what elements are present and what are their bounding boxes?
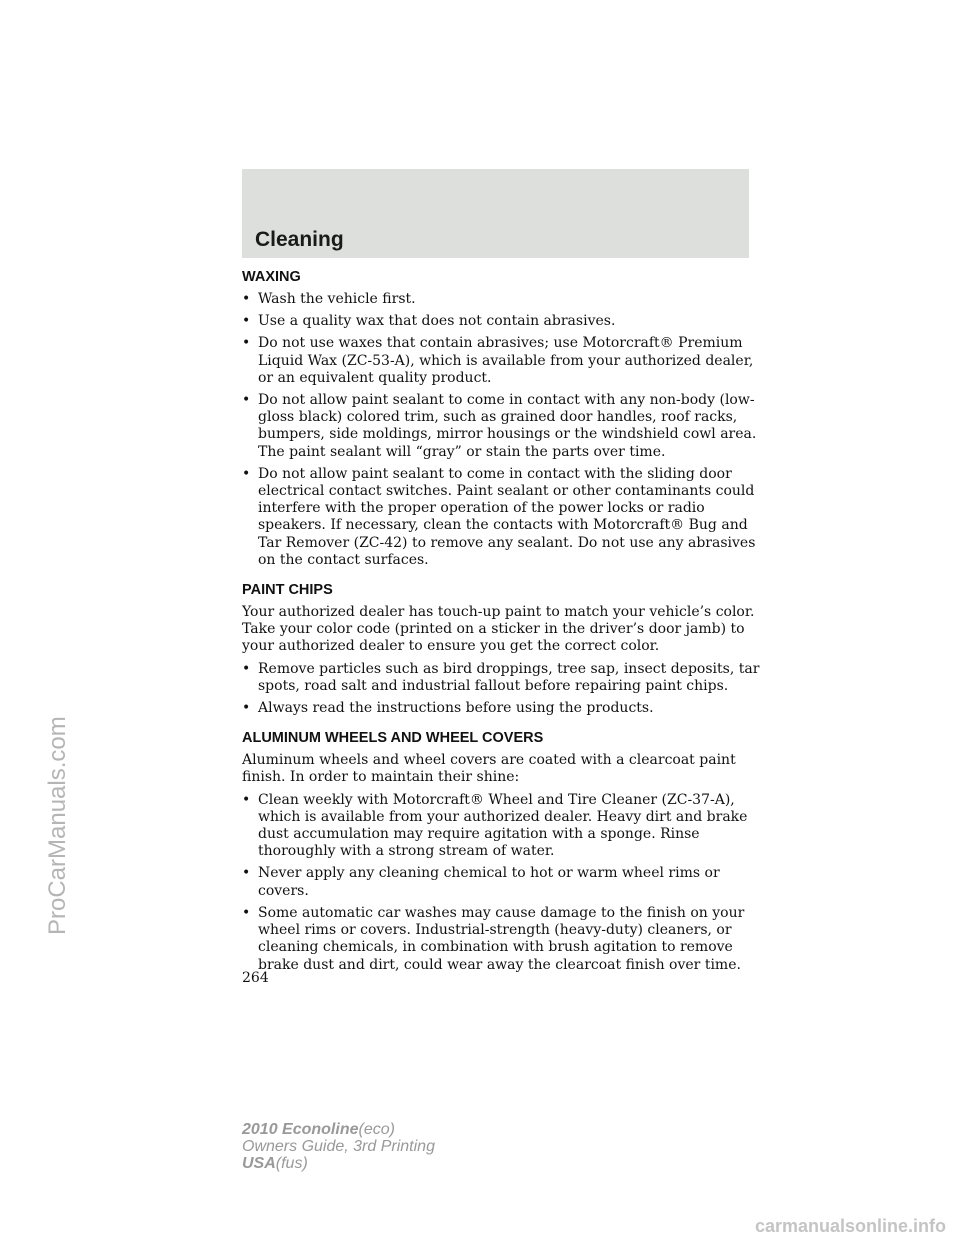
heading-paint-chips: PAINT CHIPS <box>242 582 333 599</box>
list-item-text: Some automatic car washes may cause damage to the finish on your wheel rims or covers. Industrial-strength (heavy-duty) cleaners, or cleaning chemicals, in combination with brush agitation to remove brake dust and dirt, could wear away the clearcoat finish over time. <box>258 904 745 973</box>
footer-model: 2010 Econoline <box>242 1121 359 1138</box>
footer-model-code: (eco) <box>358 1121 395 1138</box>
document-footer <box>242 1121 435 1172</box>
section-title: Cleaning <box>255 228 344 251</box>
bullet-icon: • <box>242 904 251 921</box>
bullet-icon: • <box>242 700 251 717</box>
footer-market: USA <box>242 1155 276 1172</box>
page-number: 264 <box>242 970 269 986</box>
paint-chips-list <box>242 661 762 718</box>
bullet-icon: • <box>242 291 251 307</box>
list-item <box>242 466 762 569</box>
heading-waxing: WAXING <box>242 269 301 285</box>
bullet-icon: • <box>242 335 251 352</box>
list-item-text: Always read the instructions before using the products. <box>258 700 654 717</box>
aluminum-wheels-list <box>242 792 762 974</box>
list-item <box>242 865 762 899</box>
bullet-icon: • <box>242 791 251 808</box>
section-header-band <box>242 169 749 258</box>
list-item <box>242 335 762 387</box>
list-item-text: Wash the vehicle first. <box>258 291 416 307</box>
list-item <box>242 313 762 330</box>
footer-line-3 <box>242 1155 435 1172</box>
bullet-icon: • <box>242 865 251 882</box>
page-content <box>242 268 762 979</box>
footer-line-2: Owners Guide, 3rd Printing <box>242 1138 435 1155</box>
list-item <box>242 661 762 695</box>
list-item-text: Clean weekly with Motorcraft® Wheel and Tire Cleaner (ZC-37-A), which is available from your authorized dealer. Heavy dirt and brake dust accumulation may require agitation with a sponge. Rinse thoroughly with a strong stream of water. <box>258 791 748 860</box>
list-item-text: Remove particles such as bird droppings, tree sap, insect deposits, tar spots, road salt and industrial fallout before repairing paint chips. <box>258 660 760 694</box>
list-item-text: Use a quality wax that does not contain abrasives. <box>258 313 616 330</box>
bullet-icon: • <box>242 465 251 482</box>
list-item <box>242 700 762 717</box>
side-watermark: ProCarManuals.com <box>44 716 71 935</box>
list-item-text: Never apply any cleaning chemical to hot or warm wheel rims or covers. <box>258 865 720 899</box>
bullet-icon: • <box>242 660 251 677</box>
list-item-text: Do not use waxes that contain abrasives; use Motorcraft® Premium Liquid Wax (ZC-53-A), which is available from your authorized dealer, or an equivalent quality product. <box>258 335 754 386</box>
bullet-icon: • <box>242 313 251 330</box>
footer-line-1 <box>242 1121 435 1138</box>
list-item <box>242 905 762 974</box>
aluminum-wheels-intro: Aluminum wheels and wheel covers are coated with a clearcoat paint finish. In order to maintain their shine: <box>242 752 736 786</box>
bullet-icon: • <box>242 392 251 409</box>
list-item-text: Do not allow paint sealant to come in contact with any non-body (low-gloss black) colored trim, such as grained door handles, roof racks, bumpers, side moldings, mirror housings or the windshield cowl area. The paint sealant will “gray” or stain the parts over time. <box>258 392 757 460</box>
heading-aluminum-wheels: ALUMINUM WHEELS AND WHEEL COVERS <box>242 730 544 747</box>
list-item <box>242 792 762 861</box>
paint-chips-intro: Your authorized dealer has touch-up paint to match your vehicle’s color. Take your color code (printed on a sticker in the driver’s door jamb) to your authorized dealer to ensure you get the correct color. <box>242 604 755 655</box>
list-item <box>242 291 762 308</box>
footer-market-code: (fus) <box>275 1155 308 1172</box>
list-item <box>242 392 762 461</box>
waxing-list <box>242 291 762 569</box>
list-item-text: Do not allow paint sealant to come in contact with the sliding door electrical contact switches. Paint sealant or other contaminants could interfere with the proper operation of the power locks or radio speakers. If necessary, clean the contacts with Motorcraft® Bug and Tar Remover (ZC-42) to remove any sealant. Do not use any abrasives on the contact surfaces. <box>258 465 756 568</box>
bottom-watermark: carmanualsonline.info <box>754 1216 946 1236</box>
